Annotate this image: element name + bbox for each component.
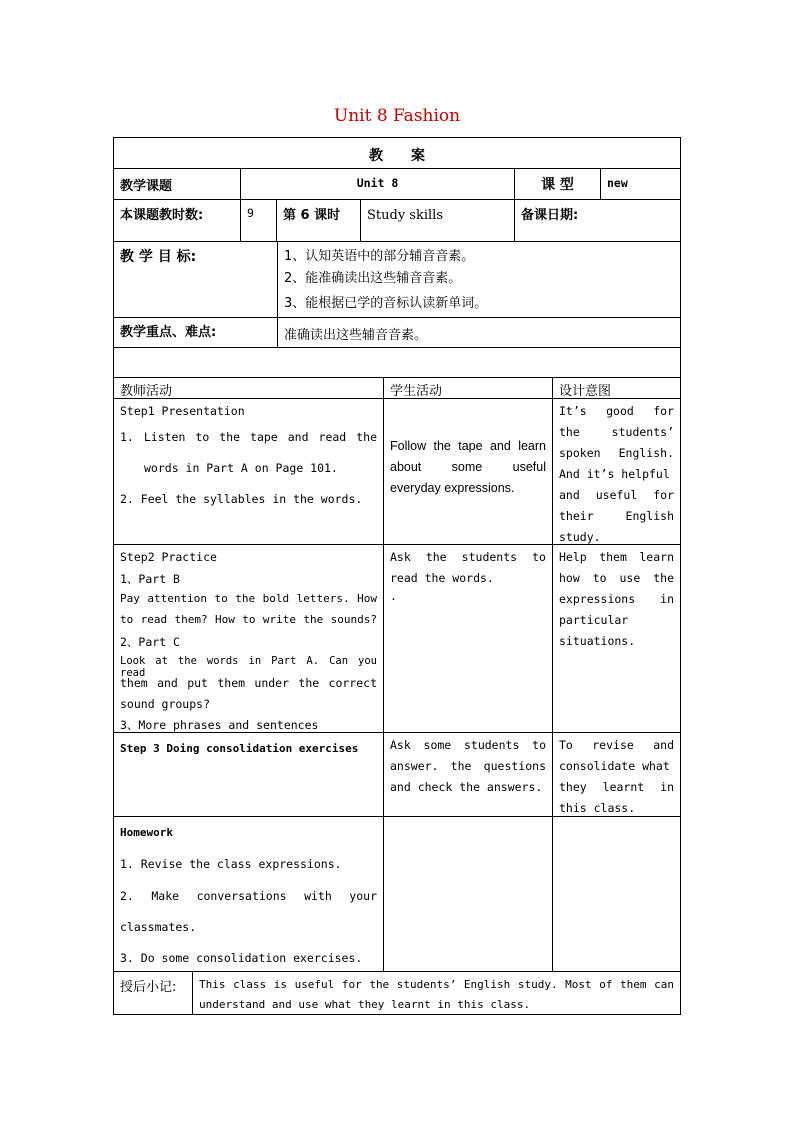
purpose-line: situations. [559,634,636,648]
student-activity-header [383,377,553,399]
prep-date-label: 备课日期: [521,208,579,223]
student-line: Ask the students to [390,550,546,564]
student-line: answer. the questions [390,759,546,773]
step3-purpose-cell [552,732,681,817]
step1-title: Step1 Presentation [120,404,245,418]
student-line: . [390,589,397,603]
blank-cell [113,347,681,378]
step1-row [113,398,681,545]
homework-row [113,816,681,972]
reflection-label-cell [113,971,193,1015]
step2-teacher-cell [113,544,384,733]
purpose-line: they learnt in [559,780,674,794]
student-line: Follow the tape and learn [390,439,546,453]
document-title: Unit 8 Fashion [333,106,461,126]
purpose-line: Help them learn [559,550,674,564]
reflection-line: understand and use what they learnt in this class. [199,998,531,1011]
purpose-line: To revise and [559,738,674,752]
hours-value-cell [240,199,277,242]
homework-item: 3. Do some consolidation exercises. [120,951,363,965]
homework-cell [113,816,384,972]
purpose-line: and useful for [559,488,674,502]
prep-date-cell [514,199,681,242]
column-header: 学生活动 [390,384,443,399]
step2-line: to read them? How to write the sounds? [120,613,377,626]
student-line: about some useful [390,460,546,474]
homework-item-cont: classmates. [120,920,197,934]
activity-header-row [113,377,681,399]
step2-line: sound groups? [120,697,211,711]
step3-teacher-cell [113,732,384,817]
objectives-row [113,241,681,318]
period-label: 第 6 课时 [283,208,341,223]
step1-item: 2. Feel the syllables in the words. [120,492,363,506]
purpose-line: the students’ [559,425,674,439]
homework-title: Homework [120,826,173,839]
student-line: everyday expressions. [390,481,515,495]
teacher-activity-header [113,377,384,399]
topic-label-cell [113,168,241,200]
purpose-line: It’s good for [559,404,674,418]
type-label-cell [514,168,601,200]
type-value-cell [600,168,681,200]
homework-purpose-cell [552,816,681,972]
column-header: 设计意图 [559,384,612,399]
step2-student-cell [383,544,553,733]
objectives-label: 教 学 目 标: [120,249,197,265]
key-points-label-cell [113,317,278,348]
objectives-cell [277,241,681,318]
topic-value: Unit 8 [356,176,399,190]
purpose-line: consolidate what [559,759,670,773]
key-points-row [113,317,681,348]
lesson-plan-header [113,137,681,169]
step2-line: Pay attention to the bold letters. How [120,592,377,605]
purpose-line: And it’s helpful [559,467,670,481]
reflection-label: 授后小记: [120,980,177,995]
homework-item: 1. Revise the class expressions. [120,857,342,871]
step3-row [113,732,681,817]
key-points-label: 教学重点、难点: [120,325,217,340]
reflection-line: This class is useful for the students’ English study. Most of them can [199,978,674,991]
step2-line: Look at the words in Part A. Can you read [120,655,377,679]
purpose-line: expressions in [559,592,674,606]
step2-purpose-cell [552,544,681,733]
blank-row [113,347,681,378]
step2-line: 1、Part B [120,572,180,586]
column-header: 教师活动 [120,384,173,399]
purpose-line: this class. [559,801,636,815]
design-intent-header [552,377,681,399]
step3-title: Step 3 Doing consolidation exercises [120,742,359,755]
key-points-value: 准确读出这些辅音音素。 [284,328,428,343]
type-label: 课 型 [541,177,574,193]
hours-label-cell [113,199,241,242]
student-line: Ask some students to [390,738,546,752]
step2-line: them and put them under the correct [120,676,377,690]
step1-teacher-cell [113,398,384,545]
student-line: read the words. [390,571,494,585]
purpose-line: spoken English. [559,446,674,460]
reflection-row [113,971,681,1015]
purpose-line: particular [559,613,629,627]
step1-student-cell [383,398,553,545]
purpose-line: how to use the [559,571,674,585]
header-label: 教 案 [369,148,425,164]
step2-line: Step2 Practice [120,550,217,564]
period-label-cell [276,199,361,242]
hours-label: 本课题教时数: [120,208,204,223]
step1-purpose-cell [552,398,681,545]
step2-line: 3、More phrases and sentences [120,718,319,732]
hours-value: 9 [247,206,254,220]
objective-item: 1、认知英语中的部分辅音音素。 [284,249,475,264]
period-value-cell [360,199,515,242]
step1-item-cont: words in Part A on Page 101. [144,461,338,475]
homework-student-cell [383,816,553,972]
purpose-line: study. [559,530,601,544]
objectives-label-cell [113,241,278,318]
topic-row [113,168,681,200]
objective-item: 2、能准确读出这些辅音音素。 [284,271,462,286]
topic-value-cell [240,168,515,200]
student-line: and check the answers. [390,780,543,794]
homework-item: 2. Make conversations with your [120,889,377,903]
step3-student-cell [383,732,553,817]
step2-line: 2、Part C [120,635,180,649]
step2-row [113,544,681,733]
objective-item: 3、能根据已学的音标认读新单词。 [284,296,488,311]
period-value: Study skills [367,208,443,223]
topic-label: 教学课题 [120,179,173,194]
key-points-cell [277,317,681,348]
lesson-plan-header-row [113,137,681,169]
hours-row [113,199,681,242]
reflection-cell [192,971,681,1015]
step1-item: 1. Listen to the tape and read the [120,430,377,444]
purpose-line: their English [559,509,674,523]
type-value: new [607,176,628,190]
